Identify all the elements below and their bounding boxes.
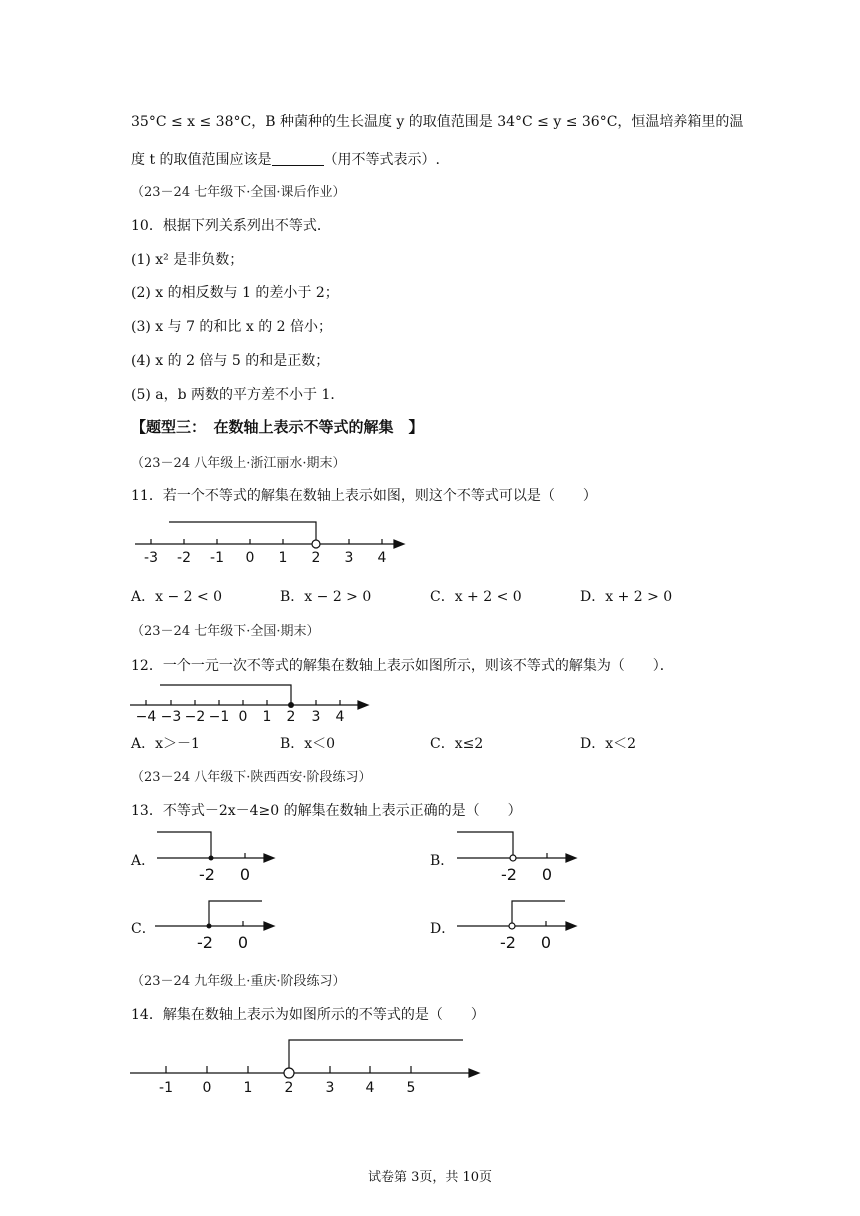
q13-option-d-label[interactable]: D． bbox=[430, 921, 456, 937]
q13-source: （23－24 八年级下·陕西西安·阶段练习） bbox=[131, 770, 372, 785]
page-footer: 试卷第 3页，共 10页 bbox=[367, 1170, 493, 1185]
q13b-solution-ray bbox=[457, 832, 513, 858]
q11-option-b[interactable]: B．x − 2 > 0 bbox=[280, 589, 372, 605]
q10-item-2: (2) x 的相反数与 1 的差小于 2； bbox=[131, 285, 339, 301]
q12-tick-label: 0 bbox=[238, 709, 248, 725]
q12-source: （23－24 七年级下·全国·期末） bbox=[131, 624, 320, 639]
q12-tick-label: −1 bbox=[208, 709, 230, 725]
q12-tick-label: 3 bbox=[311, 709, 321, 725]
q11-open-circle bbox=[312, 540, 320, 548]
q11-tick-label: 0 bbox=[245, 550, 255, 566]
q11-stem: 11．若一个不等式的解集在数轴上表示如图，则这个不等式可以是（ ） bbox=[131, 488, 597, 504]
q13d-solution-ray bbox=[512, 901, 565, 926]
q12-tick-label: 4 bbox=[335, 709, 345, 725]
q12-stem: 12．一个一元一次不等式的解集在数轴上表示如图所示，则该不等式的解集为（ ）． bbox=[131, 658, 674, 674]
q13-option-b-label[interactable]: B． bbox=[430, 853, 455, 869]
q12-axis-arrow bbox=[358, 701, 368, 709]
q10-item-5: (5) a，b 两数的平方差不小于 1． bbox=[131, 387, 345, 403]
q11-option-c[interactable]: C．x + 2 < 0 bbox=[430, 589, 522, 605]
q14-tick-label: 4 bbox=[365, 1080, 375, 1096]
q14-stem: 14．解集在数轴上表示为如图所示的不等式的是（ ） bbox=[131, 1007, 485, 1023]
q13-option-a-label[interactable]: A． bbox=[131, 853, 156, 869]
q14-open-circle bbox=[284, 1068, 294, 1078]
q13c-tick-label: -2 bbox=[197, 933, 213, 952]
q13a-tick-label: -2 bbox=[199, 865, 215, 884]
q11-tick-label: 2 bbox=[311, 550, 321, 566]
q14-tick-label: 3 bbox=[325, 1080, 335, 1096]
q14-solution-ray bbox=[289, 1040, 463, 1073]
q13c-closed-dot bbox=[207, 924, 212, 929]
q11-source: （23－24 八年级上·浙江丽水·期末） bbox=[131, 456, 346, 471]
q11-tick-label: -3 bbox=[144, 550, 158, 566]
q13a-tick-label: 0 bbox=[239, 865, 251, 884]
q13b-open-circle bbox=[510, 855, 516, 861]
q12-solution-ray bbox=[160, 685, 291, 705]
q9-line-2-b: （用不等式表示）. bbox=[323, 152, 440, 168]
q14-tick-label: 0 bbox=[202, 1080, 212, 1096]
q10-source: （23－24 七年级下·全国·课后作业） bbox=[131, 185, 346, 200]
q10-item-1: (1) x² 是非负数； bbox=[131, 252, 244, 268]
q10-item-4: (4) x 的 2 倍与 5 的和是正数； bbox=[131, 353, 330, 369]
q13d-open-circle bbox=[509, 923, 515, 929]
q13c-tick-label: 0 bbox=[237, 933, 249, 952]
q11-solution-ray bbox=[169, 522, 316, 544]
q13b-tick-label: 0 bbox=[541, 865, 553, 884]
q13d-tick-label: -2 bbox=[500, 933, 516, 952]
q12-tick-label: −3 bbox=[160, 709, 182, 725]
q14-tick-label: 1 bbox=[243, 1080, 253, 1096]
q13a-axis-arrow bbox=[264, 854, 274, 862]
q11-tick-label: 4 bbox=[377, 550, 387, 566]
q10-stem: 10．根据下列关系列出不等式． bbox=[131, 218, 331, 234]
q11-option-a[interactable]: A．x − 2 < 0 bbox=[131, 589, 223, 605]
q14-tick-label: 2 bbox=[284, 1080, 294, 1096]
q10-item-3: (3) x 与 7 的和比 x 的 2 倍小； bbox=[131, 319, 333, 335]
section-title: 【题型三： 在数轴上表示不等式的解集 】 bbox=[131, 418, 424, 436]
q9-line-2-a: 度 t 的取值范围应该是 bbox=[131, 152, 272, 168]
q13a-closed-dot bbox=[209, 856, 214, 861]
q11-tick-label: -2 bbox=[177, 550, 191, 566]
q12-tick-label: −4 bbox=[135, 709, 157, 725]
q12-option-d[interactable]: D．x＜2 bbox=[580, 736, 637, 752]
q12-option-b[interactable]: B．x＜0 bbox=[280, 736, 336, 752]
q13b-tick-label: -2 bbox=[501, 865, 517, 884]
q12-tick-label: 2 bbox=[286, 709, 296, 725]
q12-tick-label: −2 bbox=[184, 709, 206, 725]
q14-axis-arrow bbox=[469, 1069, 479, 1077]
q14-source: （23－24 九年级上·重庆·阶段练习） bbox=[131, 974, 346, 989]
q9-line-1: 35°C ≤ x ≤ 38°C，B 种菌种的生长温度 y 的取值范围是 34°C ≤ y ≤ 36°C，恒温培养箱里的温 bbox=[131, 114, 744, 130]
q14-tick-label: 5 bbox=[406, 1080, 416, 1096]
q11-option-d[interactable]: D．x + 2 > 0 bbox=[580, 589, 673, 605]
q12-tick-label: 1 bbox=[262, 709, 272, 725]
q11-tick-label: -1 bbox=[210, 550, 224, 566]
q14-tick-label: -1 bbox=[159, 1080, 173, 1096]
q11-tick-label: 1 bbox=[278, 550, 288, 566]
q13d-tick-label: 0 bbox=[540, 933, 552, 952]
q13c-solution-ray bbox=[209, 901, 262, 926]
q11-axis-arrow bbox=[394, 540, 404, 548]
q13a-solution-ray bbox=[157, 832, 211, 858]
q12-option-c[interactable]: C．x≤2 bbox=[430, 736, 484, 752]
q13-stem: 13．不等式－2x－4≥0 的解集在数轴上表示正确的是（ ） bbox=[131, 803, 522, 819]
q13c-axis-arrow bbox=[264, 922, 274, 930]
q13-option-c-label[interactable]: C． bbox=[131, 921, 156, 937]
q13b-axis-arrow bbox=[566, 854, 576, 862]
q12-option-a[interactable]: A．x＞－1 bbox=[131, 736, 200, 752]
q13d-axis-arrow bbox=[566, 922, 576, 930]
q12-closed-dot bbox=[288, 702, 294, 708]
q11-tick-label: 3 bbox=[344, 550, 354, 566]
